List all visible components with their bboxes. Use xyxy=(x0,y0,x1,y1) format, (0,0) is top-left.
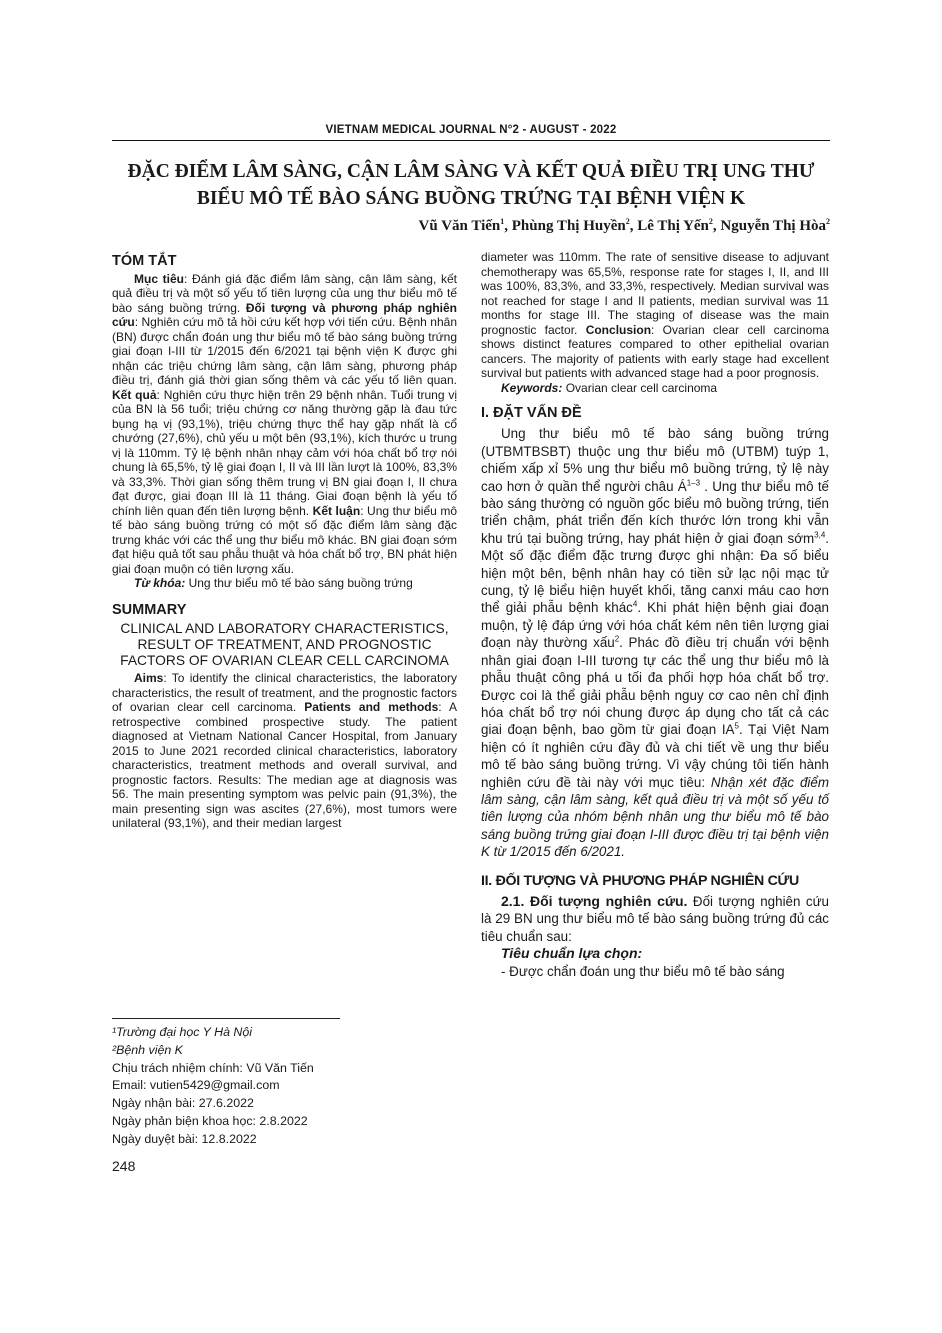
section-1-paragraph xyxy=(481,425,829,860)
objective-label: Mục tiêu xyxy=(134,271,185,286)
intro-text: . Ung thư biểu mô tế bào sáng thường có nguồn gốc biểu mô buồng trứng, tiến triển chậm, phát triển đến kích thước lớn trong khi vẫn khu trú tại buồng trứng, hay phát hiện ở giai đoạn sớm xyxy=(481,478,829,546)
section-1-heading: I. ĐẶT VẤN ĐỀ xyxy=(481,405,582,421)
page-number: 248 xyxy=(112,1158,136,1174)
keywords-en xyxy=(481,381,829,396)
subsection-2-1-text: Đối tượng nghiên cứu là 29 BN ung thư biểu mô tế bào sáng buồng trứng đủ các tiêu chuẩn sau: xyxy=(481,893,829,944)
summary-continued-text: diameter was 110mm. The rate of sensitive disease to adjuvant chemotherapy was 65,5%, response rate for stages I, II, and III was 100%, 83,3%, and 33,3%, respectively. Median survival was not reached for stage I and II patients, median survival was 11 months for stage III. The staging of disease was the main prognostic factor. xyxy=(481,250,829,337)
author-list xyxy=(112,218,830,235)
affiliation-2: ²Bệnh viện K xyxy=(112,1042,183,1057)
section-2-heading: II. ĐỐI TƯỢNG VÀ PHƯƠNG PHÁP NGHIÊN CỨU xyxy=(481,872,799,889)
study-objective: Nhận xét đặc điểm lâm sàng, cận lâm sàng, kết quả điều trị và một số yếu tố tiên lượng của nhóm bệnh nhân ung thư biểu mô tế bào sáng buồng trứng giai đoạn I-III được điều trị tại bệnh viện K từ 1/2015 đến 6/2021. xyxy=(481,774,829,860)
keywords-en-label: Keywords: xyxy=(501,380,563,395)
left-column xyxy=(112,250,457,831)
citation: 5 xyxy=(734,721,739,731)
journal-header: VIETNAM MEDICAL JOURNAL N°2 - AUGUST - 2022 xyxy=(112,124,830,141)
results-text: : Nghiên cứu thực hiện trên 29 bệnh nhân. Tuổi trung vị của BN là 56 tuổi; triệu chứng cơ năng thường gặp là đau tức bụng hạ vị (93,1%), triệu chứng thực thể hay gặp nhất là cổ chướng (27,6%), chủ yếu u một bên (93,1%), kích thước u trung vị là 110mm. Tỷ lệ bệnh nhân nhạy cảm với hóa chất bổ trợ nói chung là 65,5%, tỷ lệ giai đoạn I, II và III lần lượt là 100%, 83,3% và 33,3%. Thời gian sống thêm trung vị BN giai đoạn I, II chưa đạt được, giai đoạn III là 11 tháng. Giai đoạn bệnh là yếu tố chính liên quan đến tiên lượng bệnh. xyxy=(112,387,457,518)
summary-heading: SUMMARY xyxy=(112,601,187,618)
aims-label: Aims xyxy=(134,671,164,685)
author-separator: , xyxy=(629,218,638,234)
aims-text: : To identify the clinical characteristics, the laboratory characteristics, the result of treatment, and the prognostic factors of ovarian clear cell carcinoma. xyxy=(112,671,457,714)
keywords-vi xyxy=(112,576,457,591)
subsection-2-1-label: 2.1. Đối tượng nghiên cứu. xyxy=(501,892,688,909)
intro-text: . Tại Việt Nam hiện có ít nghiên cứu đầy đủ và chi tiết về ung thư biểu mô tế bào sáng buồng trứng. Vì vậy chúng tôi tiến hành nghiên cứu đề tài này với mục tiêu: xyxy=(481,722,829,790)
author-affiliation: 2 xyxy=(708,217,713,226)
citation: 1–3 xyxy=(686,478,701,488)
right-column xyxy=(481,250,829,980)
title-line-2: BIỂU MÔ TẾ BÀO SÁNG BUỒNG TRỨNG TẠI BỆNH VIỆN K xyxy=(196,188,746,209)
citation: 3,4 xyxy=(814,530,826,540)
conclusion-label: Kết luận xyxy=(312,503,361,518)
methods-label: Đối tượng và phương pháp nghiên cứu xyxy=(112,300,458,329)
english-title: CLINICAL AND LABORATORY CHARACTERISTICS, RESULT OF TREATMENT, AND PROGNOSTIC FACTORS OF OVARIAN CLEAR CELL CARCINOMA xyxy=(120,621,449,668)
keywords-vi-label: Từ khóa: xyxy=(134,576,186,590)
subsection-2-1 xyxy=(481,893,829,945)
intro-text: . Một số đặc điểm đặc trưng được ghi nhận: Đa số biểu hiện một bên, bệnh nhân hay có tiền sử lạc nội mạc tử cung, tỷ lệ biểu hiện huyết khối, tăng canxi máu cao hơn thể giải phẫu bệnh khác xyxy=(481,530,829,616)
intro-text: Ung thư biểu mô tế bào sáng buồng trứng (UTBMTBSBT) thuộc ung thư biểu mô (UTBM) tuýp 1, chiếm xấp xỉ 5% ung thư biểu mô buồng trứng, tỷ lệ này cao hơn ở quần thể người châu Á xyxy=(481,426,829,494)
author-separator: , xyxy=(712,218,721,234)
author-affiliation: 1 xyxy=(500,217,505,226)
summary-conclusion-label: Conclusion xyxy=(585,322,652,337)
author-name: Vũ Văn Tiến xyxy=(418,218,501,234)
author-affiliation: 2 xyxy=(826,217,830,226)
author-separator: , xyxy=(504,218,512,234)
corresponding-author: Chịu trách nhiệm chính: Vũ Văn Tiến xyxy=(112,1060,314,1075)
inclusion-criteria-item: - Được chẩn đoán ung thư biểu mô tế bào sáng xyxy=(501,963,785,979)
results-label: Kết quả xyxy=(112,387,157,402)
intro-text: . Khi phát hiện bệnh giai đoạn muộn, tỷ lệ đáp ứng với hóa chất kém nên tiên lượng giai đoạn này thường xấu xyxy=(481,600,829,651)
methods-text: : Nghiên cứu mô tả hồi cứu kết hợp với tiến cứu. Bệnh nhân (BN) được chẩn đoán ung thư biểu mô tế bào sáng buồng trứng giai đoạn I-III từ 1/2015 đến 6/2021 tại bệnh viện K được ghi nhận các triệu chứng lâm sàng, cận lâm sàng, phương pháp điều trị, đánh giá thời gian sống thêm và các yếu tố liên quan. xyxy=(112,315,457,387)
intro-text: . Phác đồ điều trị chuẩn với bệnh nhân giai đoạn I-III tương tự các thể ung thư biểu mô là phẫu thuật công phá u tối đa phối hợp hóa chất bổ trợ. Được coi là thể giải phẫu bệnh nguy cơ cao nên chỉ định hóa chất bổ trợ nói chung được áp dụng cho tất cả các giai đoạn bệnh, bao gồm từ giai đoạn IA xyxy=(481,635,830,738)
article-title xyxy=(112,158,830,212)
author-name: Lê Thị Yến xyxy=(637,218,709,234)
footnotes xyxy=(112,1024,457,1149)
affiliation-1: ¹Trường đại học Y Hà Nội xyxy=(112,1025,252,1039)
author-name: Phùng Thị Huyền xyxy=(511,218,626,234)
objective-text: : Đánh giá đặc điểm lâm sàng, cận lâm sàng, kết quả điều trị và một số yếu tố tiên lượng của ung thư biểu mô tế bào sáng buồng trứng. xyxy=(112,271,457,315)
author-affiliation: 2 xyxy=(625,217,630,226)
abstract-vi-body xyxy=(112,272,457,577)
date-reviewed: Ngày phản biện khoa học: 2.8.2022 xyxy=(112,1113,308,1128)
author-name: Nguyễn Thị Hòa xyxy=(720,218,826,234)
summary-continued xyxy=(481,250,829,381)
inclusion-criteria-heading: Tiêu chuẩn lựa chọn: xyxy=(501,945,643,962)
keywords-en-text: Ovarian clear cell carcinoma xyxy=(562,380,718,395)
email: Email: vutien5429@gmail.com xyxy=(112,1078,280,1093)
citation: 2 xyxy=(614,634,620,644)
date-received: Ngày nhận bài: 27.6.2022 xyxy=(112,1096,254,1111)
abstract-heading: TÓM TẮT xyxy=(112,253,177,269)
keywords-vi-text: Ung thư biểu mô tế bào sáng buồng trứng xyxy=(185,576,413,590)
date-accepted: Ngày duyệt bài: 12.8.2022 xyxy=(112,1131,257,1146)
patients-methods-label: Patients and methods xyxy=(304,700,439,714)
summary-body xyxy=(112,671,457,831)
conclusion-text: : Ung thư biểu mô tế bào sáng buồng trứng có một số đặc điểm lâm sàng đặc trưng khác với các thể ung thư biểu mô khác. BN giai đoạn sớm đạt hiệu quả tốt sau phẫu thuật và hóa chất bổ trợ, BN phát hiện giai đoạn muộn có tiên lượng xấu. xyxy=(112,503,457,576)
summary-conclusion-text: : Ovarian clear cell carcinoma shows distinct features compared to other epithelial ovarian cancers. The majority of patients with early stage had excellent survival but patients with advanced stage had a poor prognosis. xyxy=(481,322,830,380)
title-line-1: ĐẶC ĐIỂM LÂM SÀNG, CẬN LÂM SÀNG VÀ KẾT QUẢ ĐIỀU TRỊ UNG THƯ xyxy=(127,161,815,182)
patients-methods-text: : A retrospective combined prospective study. The patient diagnosed at Vietnam National Cancer Hospital, from January 2015 to June 2021 recorded clinical characteristics, laboratory characteristics, treatment methods and overall survival, and prognostic factors. Results: The median age at diagnosis was 56. The main presenting symptom was pelvic pain (91,3%), the main presenting sign was ascites (27,6%), most tumors were unilateral (93,1%), and their median largest xyxy=(112,700,457,830)
footnote-divider xyxy=(112,1018,340,1019)
citation: 4 xyxy=(632,600,638,609)
